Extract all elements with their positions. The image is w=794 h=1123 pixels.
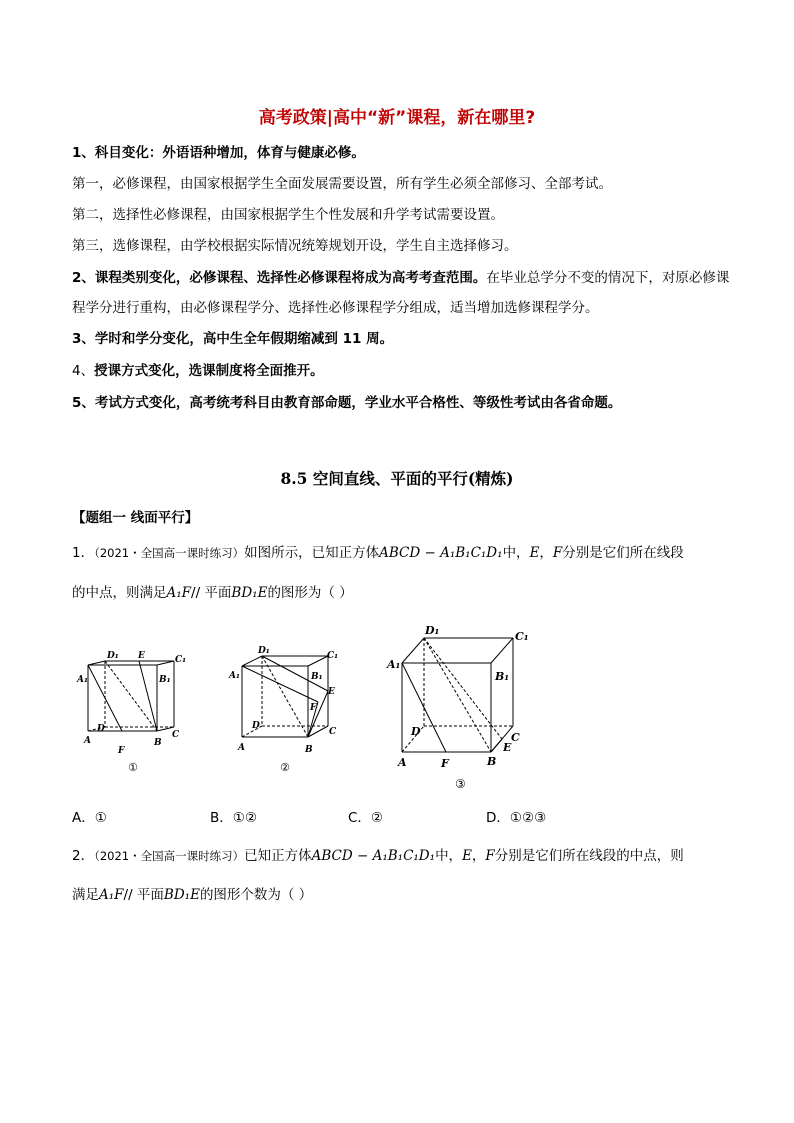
fig1-edge (88, 661, 105, 665)
group-heading: 【题组一 线面平行】 (72, 510, 199, 526)
fig3-label-b1: B₁ (495, 670, 510, 683)
option-b[interactable]: B．①② (210, 810, 257, 826)
section-title: 8.5 空间直线、平面的平行(精炼) (280, 469, 514, 488)
fig1-label-b1: B₁ (159, 675, 171, 685)
fig1-label-a1: A₁ (77, 675, 88, 685)
fig3-label-d: D (411, 725, 421, 738)
fig1-label-a: A (84, 736, 91, 746)
option-d[interactable]: D．①②③ (486, 810, 547, 826)
question-1-text-c: 分别是它们所在线段 (562, 545, 684, 561)
fig3-label-a: A (398, 756, 407, 769)
option-c[interactable]: C．② (348, 810, 384, 826)
fig2-edge (308, 656, 328, 666)
policy-item-5: 5、考试方式变化，高考统考科目由教育部命题，学业水平合格性、等级性考试由各省命题。 (72, 395, 622, 411)
policy-paragraph-1: 第一，必修课程，由国家根据学生全面发展需要设置，所有学生必须全部修习、全部考试。 (72, 176, 612, 192)
question-1-comma: ， (539, 545, 553, 561)
page-title: 高考政策|高中“新”课程，新在哪里? (258, 108, 536, 128)
question-2-e: E (462, 848, 472, 864)
question-1-line2-a: 的中点，则满足 (72, 585, 167, 601)
fig1-label-c1: C₁ (175, 655, 187, 665)
cube-figure-2 (226, 642, 351, 777)
question-2-f: F (485, 848, 495, 864)
fig3-diagonal (424, 638, 502, 739)
question-2-line-1 (72, 846, 732, 866)
fig1-label-b: B (154, 738, 162, 748)
fig2-label-a: A (238, 743, 245, 753)
policy-item-2-heading: 2、课程类别变化，必修课程、选择性必修课程将成为高考考查范围。 (72, 270, 487, 286)
fig3-label-e: E (503, 741, 512, 754)
fig3-diagonal (424, 638, 491, 752)
question-1-plane: BD₁E (231, 585, 268, 601)
question-1-line-2 (72, 583, 732, 603)
question-1-e: E (529, 545, 540, 561)
fig3-label-c: C (511, 731, 520, 744)
question-1-cube: ABCD − A₁B₁C₁D₁ (379, 545, 503, 561)
question-2-text-c: 分别是它们所在线段的中点，则 (494, 848, 684, 864)
fig3-label-a1: A₁ (387, 658, 401, 671)
fig1-label-d: D (97, 724, 105, 734)
fig3-label-c1: C₁ (515, 630, 529, 643)
fig3-caption: ③ (455, 777, 466, 791)
question-1-af: A₁F (166, 585, 192, 601)
fig2-label-b1: B₁ (311, 672, 323, 682)
fig2-caption: ② (280, 761, 290, 774)
question-2-cube: ABCD − A₁B₁C₁D₁ (311, 848, 436, 864)
fig3-label-d1: D₁ (425, 624, 440, 637)
fig2-edge (242, 656, 262, 666)
fig2-line (242, 666, 318, 702)
policy-item-2-body: 在毕业总学分不变的情况下，对原必修课程学分进行重构，由必修课程学分、选择性必修课程学分组成，适当增加选修课程学分。 (72, 270, 730, 316)
fig3-edge (491, 638, 513, 663)
question-2-text-a: 已知正方体 (244, 848, 312, 864)
option-a[interactable]: A．① (72, 810, 107, 826)
cube-figure-3 (385, 620, 535, 795)
question-2-line2-b: 的图形个数为（ ） (199, 887, 313, 903)
fig1-diagonal (105, 661, 157, 731)
policy-paragraph-2: 第二，选择性必修课程，由国家根据学生个性发展和升学考试需要设置。 (72, 207, 504, 223)
fig2-label-c: C (329, 727, 337, 737)
fig1-label-e: E (138, 651, 145, 661)
question-2-source: （2021・全国高一课时练习） (94, 849, 245, 863)
question-2-line2-a: 满足 (72, 887, 99, 903)
question-1-number: 1． (72, 545, 95, 561)
fig2-label-d: D (252, 721, 260, 731)
question-1-line-1 (72, 543, 732, 563)
fig2-label-f: F (310, 703, 317, 713)
policy-item-2 (72, 263, 732, 323)
question-2-af: A₁F (99, 887, 124, 903)
question-1-text-a: 如图所示，已知正方体 (244, 545, 380, 561)
policy-item-4-number: 4、 (72, 363, 95, 379)
policy-paragraph-3: 第三，选修课程，由学校根据实际情况统筹规划开设，学生自主选择修习。 (72, 238, 518, 254)
question-2-plane: BD₁E (163, 887, 200, 903)
fig1-label-c: C (172, 730, 180, 740)
fig2-label-e: E (328, 687, 335, 697)
policy-item-4 (72, 361, 732, 381)
question-1-text-b: 中， (502, 545, 530, 561)
question-2-text-b: 中， (435, 848, 463, 864)
question-2-comma: ， (471, 848, 486, 864)
question-1-f: F (552, 545, 563, 561)
question-1-line2-b: 的图形为（ ） (267, 585, 353, 601)
fig1-label-d1: D₁ (107, 651, 119, 661)
fig1-caption: ① (128, 761, 138, 774)
question-2-number: 2． (72, 848, 95, 864)
fig2-label-d1: D₁ (258, 646, 270, 656)
policy-item-4-text: 授课方式变化，选课制度将全面推开。 (94, 363, 324, 379)
question-1-source: （2021・全国高一课时练习） (94, 546, 245, 560)
fig3-line (491, 739, 502, 752)
cube-figure-1 (74, 645, 194, 775)
fig3-label-f: F (441, 757, 449, 770)
question-2-parallel: // 平面 (123, 887, 164, 903)
fig2-label-b: B (305, 745, 313, 755)
question-1-parallel: // 平面 (191, 585, 232, 601)
policy-item-3: 3、学时和学分变化，高中生全年假期缩减到 11 周。 (72, 331, 394, 347)
fig2-label-a1: A₁ (229, 671, 240, 681)
policy-item-1: 1、科目变化：外语语种增加，体育与健康必修。 (72, 145, 365, 161)
fig1-edge (157, 661, 174, 665)
fig1-line (139, 661, 157, 731)
fig3-line (402, 663, 446, 752)
fig3-label-b: B (487, 755, 497, 768)
fig3-edge (402, 638, 424, 663)
fig2-line (308, 691, 328, 737)
fig2-label-c1: C₁ (327, 651, 339, 661)
fig1-label-f: F (118, 746, 125, 756)
question-2-line-2 (72, 885, 732, 905)
